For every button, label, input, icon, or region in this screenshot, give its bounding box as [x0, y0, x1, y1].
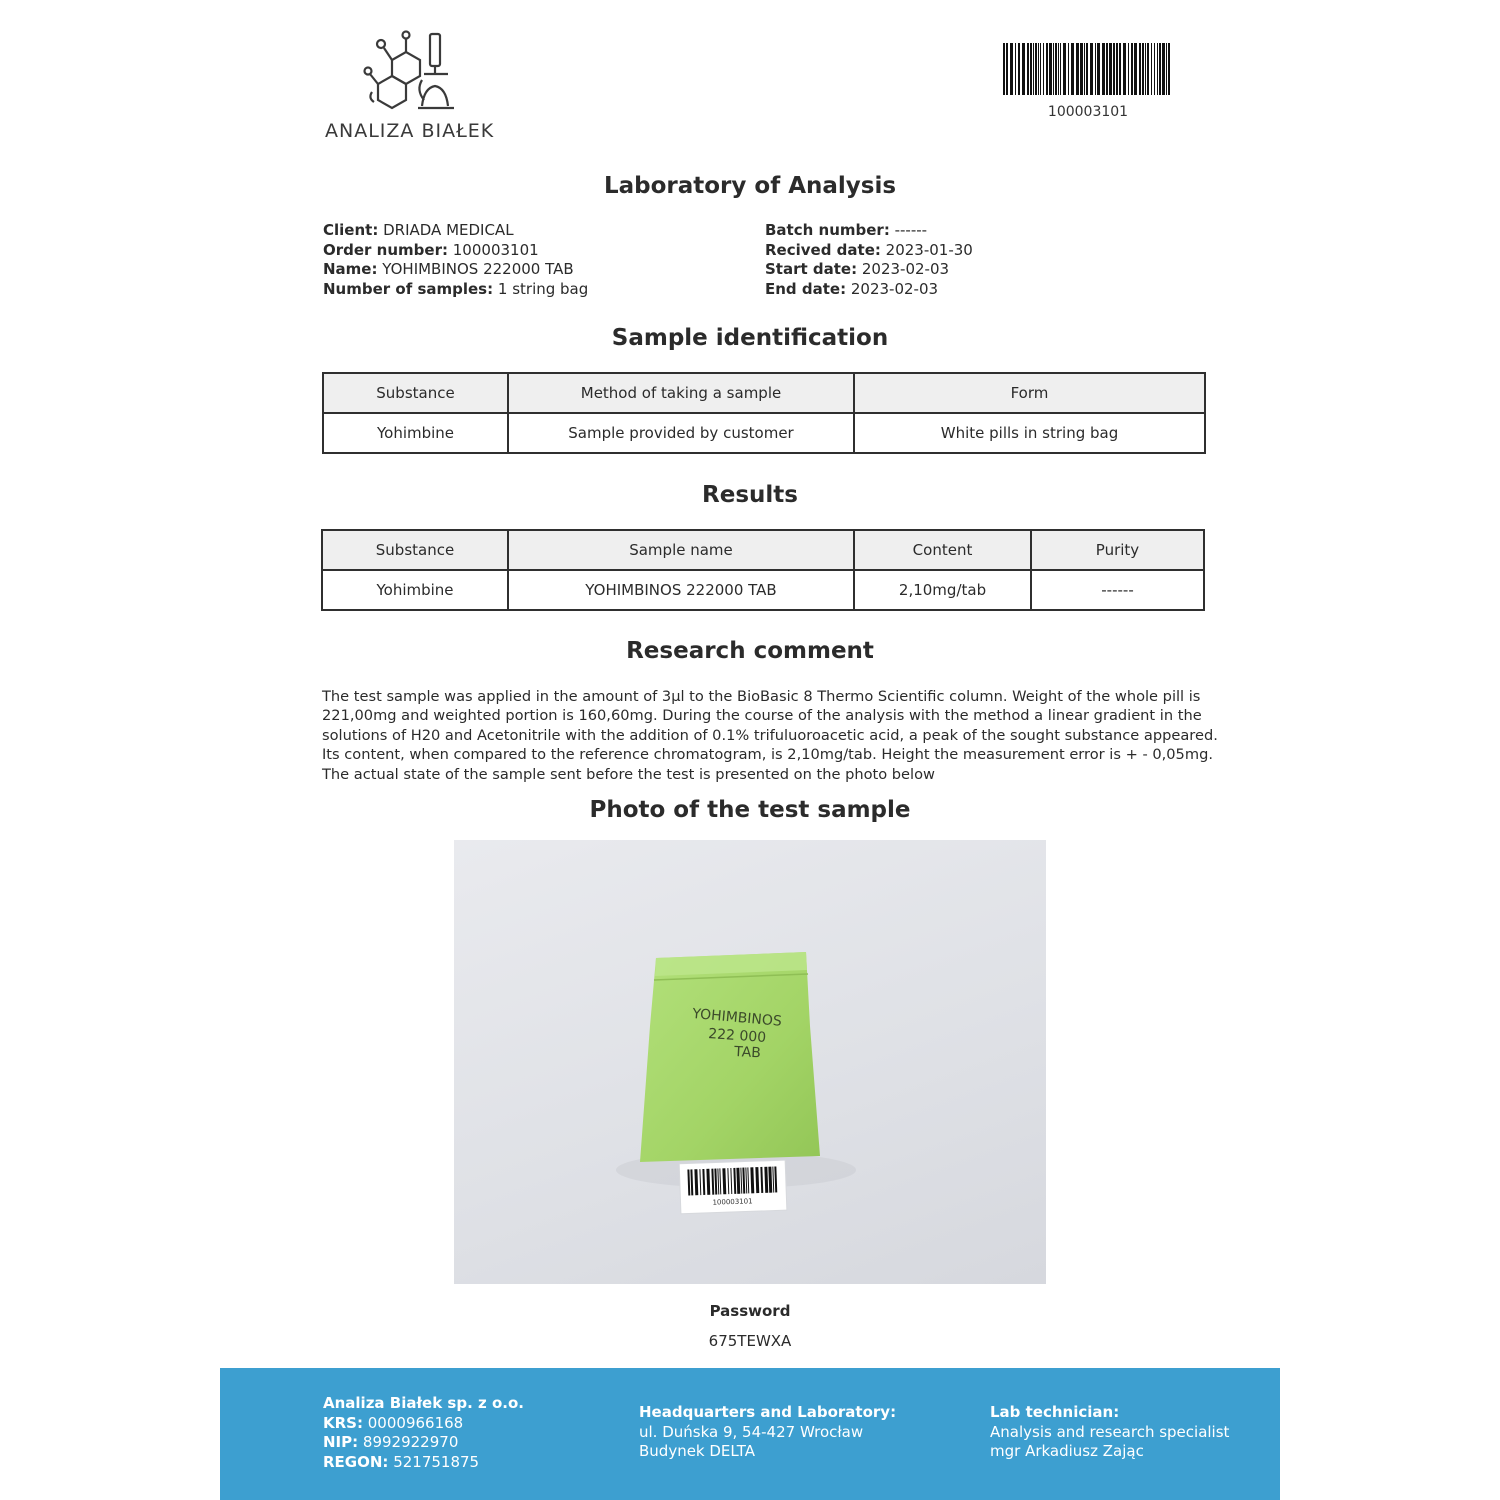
footer-tech-line: Analysis and research specialist — [990, 1422, 1230, 1441]
footer-tech-title: Lab technician: — [990, 1403, 1120, 1421]
results-title: Results — [702, 482, 798, 508]
table-header-cell: Form — [854, 373, 1205, 413]
bag-text-line: TAB — [733, 1044, 762, 1062]
bag-text-line: YOHIMBINOS — [691, 1006, 783, 1030]
table-row — [322, 570, 1204, 610]
table-cell: 2,10mg/tab — [854, 570, 1031, 610]
results-table — [321, 529, 1205, 611]
info-batch-number: Batch number: ------ — [765, 221, 928, 239]
table-cell: Yohimbine — [322, 570, 508, 610]
info-left — [323, 221, 588, 299]
info-end-date: End date: 2023-02-03 — [765, 279, 939, 298]
label-barcode-number: 100003101 — [712, 1197, 753, 1207]
info-client: Client: DRIADA MEDICAL — [323, 221, 514, 239]
table-header-cell: Sample name — [508, 530, 854, 570]
info-start-date: Start date: 2023-02-03 — [765, 260, 950, 278]
table-cell: YOHIMBINOS 222000 TAB — [508, 570, 854, 610]
table-cell: Sample provided by customer — [508, 413, 854, 453]
comment-line: solutions of H20 and Acetonitrile with the addition of 0.1% trifuluoroacetic acid, a peak of the sought substance appeared. — [322, 726, 1218, 744]
comment-line: 221,00mg and weighted portion is 160,60mg. During the course of the analysis with the method a linear gradient in the — [322, 707, 1202, 725]
sample-identification-table — [322, 372, 1206, 454]
table-row — [323, 413, 1205, 453]
table-cell: Yohimbine — [323, 413, 508, 453]
barcode-number: 100003101 — [1047, 104, 1129, 120]
table-header-cell: Method of taking a sample — [508, 373, 854, 413]
info-name: Name: YOHIMBINOS 222000 TAB — [323, 260, 574, 278]
footer-hq-block — [639, 1403, 896, 1462]
sample-photo — [454, 840, 1046, 1284]
table-cell: ------ — [1031, 570, 1204, 610]
table-header-cell: Content — [854, 530, 1031, 570]
footer-company-name: Analiza Białek sp. z o.o. — [323, 1394, 524, 1412]
footer-tech-line: mgr Arkadiusz Zając — [990, 1442, 1144, 1460]
info-order-number: Order number: 100003101 — [323, 240, 539, 259]
table-header-cell: Substance — [322, 530, 508, 570]
table-header-cell: Substance — [323, 373, 508, 413]
footer-nip: NIP: 8992922970 — [323, 1433, 459, 1451]
table-header-row — [323, 373, 1205, 413]
logo-icon — [362, 30, 462, 115]
info-received-date: Recived date: 2023-01-30 — [765, 240, 973, 259]
table-cell: White pills in string bag — [854, 413, 1205, 453]
sample-bag-illustration — [454, 840, 1046, 1284]
table-header-cell: Purity — [1031, 530, 1204, 570]
password-value: 675TEWXA — [708, 1332, 792, 1350]
logo-text: ANALIZA BIAŁEK — [325, 120, 495, 142]
photo-title: Photo of the test sample — [589, 797, 911, 823]
comment-line: The actual state of the sample sent before the test is presented on the photo below — [322, 765, 935, 783]
info-right — [765, 221, 973, 299]
footer-hq-line: ul. Duńska 9, 54-427 Wrocław — [639, 1422, 864, 1441]
password-label: Password — [709, 1302, 791, 1320]
footer-company-block — [323, 1394, 524, 1472]
footer-hq-line: Budynek DELTA — [639, 1442, 755, 1460]
info-number-of-samples: Number of samples: 1 string bag — [323, 279, 589, 298]
footer-krs: KRS: 0000966168 — [323, 1413, 464, 1432]
barcode — [1003, 43, 1173, 95]
footer-tech-block — [990, 1403, 1229, 1462]
footer — [220, 1368, 1280, 1500]
comment-line: The test sample was applied in the amount of 3µl to the BioBasic 8 Thermo Scientific column. Weight of the whole pill is — [322, 688, 1201, 705]
research-comment-title: Research comment — [626, 638, 874, 664]
research-comment-text — [322, 687, 1222, 784]
page-title: Laboratory of Analysis — [603, 173, 897, 199]
bag-text-line: 222 000 — [707, 1026, 767, 1047]
sample-identification-title: Sample identification — [611, 325, 889, 351]
comment-line: Its content, when compared to the reference chromatogram, is 2,10mg/tab. Height the measurement error is + - 0,05mg. — [322, 746, 1213, 764]
table-header-row — [322, 530, 1204, 570]
footer-regon: REGON: 521751875 — [323, 1452, 480, 1471]
footer-hq-title: Headquarters and Laboratory: — [639, 1403, 897, 1421]
